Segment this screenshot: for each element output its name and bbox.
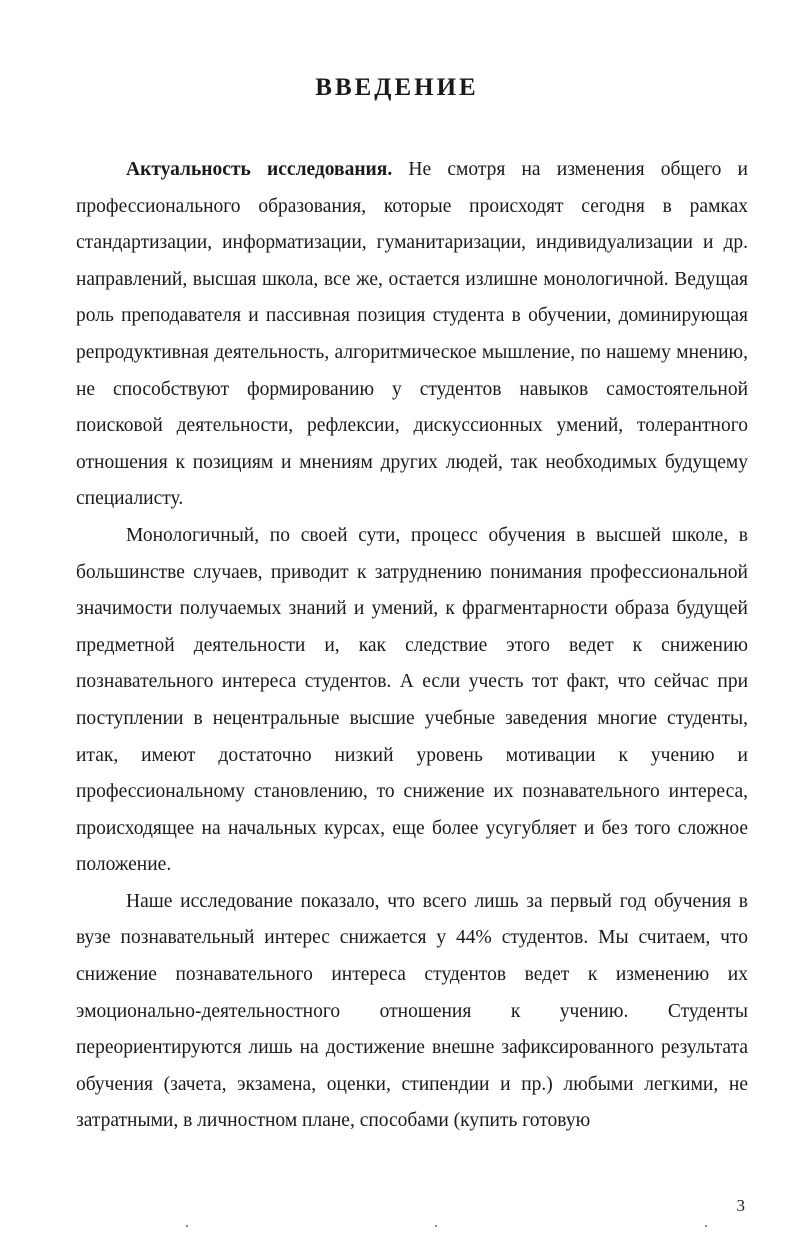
scan-speck — [435, 1225, 437, 1227]
paragraph-text: Не смотря на изменения общего и профессионального образования, которые происходят сегодня в рамках стандартизации, информатизации, гуманитаризации, индивидуализации и др. направлений, высшая школа, все же, остается излишне монологичной. Ведущая роль преподавателя и пассивная позиция студента в обучении, доминирующая репродуктивная деятельность, алгоритмическое мышление, по нашему мнению, не способствуют формированию у студентов навыков самостоятельной поисковой деятельности, рефлексии, дискуссионных умений, толерантного отношения к позициям и мнениям других людей, так необходимых будущему специалисту. — [76, 159, 748, 510]
paragraph-relevance — [76, 152, 748, 518]
scan-speck — [186, 1225, 188, 1227]
page-title: ВВЕДЕНИЕ — [315, 74, 479, 101]
page-number: 3 — [736, 1196, 745, 1215]
paragraph-text: Монологичный, по своей сути, процесс обучения в высшей школе, в большинстве случаев, приводит к затруднению понимания профессиональной значимости получаемых знаний и умений, к фрагментарности образа будущей предметной деятельности и, как следствие этого ведет к снижению познавательного интереса студентов. А если учесть тот факт, что сейчас при поступлении в нецентральные высшие учебные заведения многие студенты, итак, имеют достаточно низкий уровень мотивации к учению и профессиональному становлению, то снижение их познавательного интереса, происходящее на начальных курсах, еще более усугубляет и без того сложное положение. — [76, 524, 748, 876]
body-text — [76, 152, 748, 1140]
paragraph-lead: Актуальность исследования. — [126, 159, 393, 180]
paragraph-text: Наше исследование показало, что всего лишь за первый год обучения в вузе познавательный интерес снижается у 44% студентов. Мы считаем, что снижение познавательного интереса студентов ведет к изменению их эмоционально-деятельностного отношения к учению. Студенты переориентируются лишь на достижение внешне зафиксированного результата обучения (зачета, экзамена, оценки, стипендии и пр.) любыми легкими, не затратными, в личностном плане, способами (купить готовую — [76, 890, 748, 1132]
scan-speck — [705, 1225, 707, 1227]
paragraph-monologic — [76, 518, 748, 884]
paragraph-research — [76, 884, 748, 1140]
